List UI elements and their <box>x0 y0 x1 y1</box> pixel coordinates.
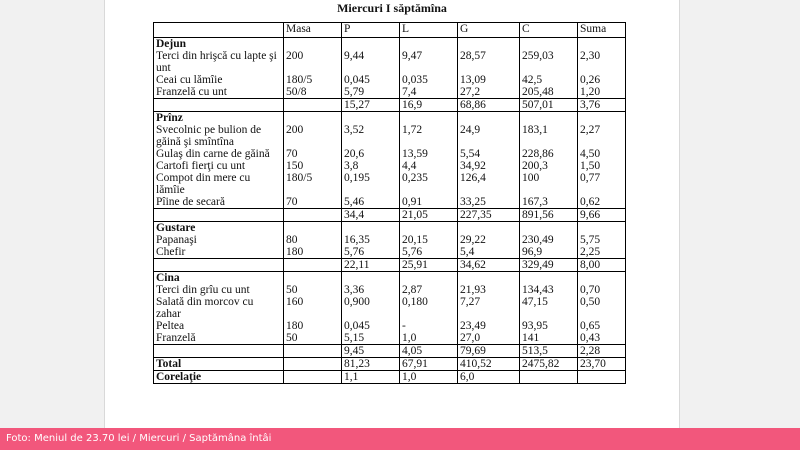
value-g: 27,2 <box>458 86 520 99</box>
value-g: 28,57 <box>458 50 520 74</box>
value-suma: 0,65 <box>578 320 626 332</box>
value-suma: 0,70 <box>578 284 626 296</box>
value-c: 134,43 <box>520 284 578 296</box>
table-row <box>154 86 626 99</box>
value-suma: 0,26 <box>578 74 626 86</box>
value-masa: 200 <box>284 50 342 74</box>
value-c: 47,15 <box>520 296 578 320</box>
table-row <box>154 160 626 172</box>
value-c: 167,3 <box>520 196 578 209</box>
value-c: 93,95 <box>520 320 578 332</box>
subtotal-p: 15,27 <box>342 99 400 112</box>
value-g: 24,9 <box>458 124 520 148</box>
dish-name: Compot din mere cu lămîie <box>154 172 284 196</box>
empty-cell <box>284 112 342 125</box>
table-row <box>154 246 626 259</box>
value-g: 7,27 <box>458 296 520 320</box>
empty-cell <box>520 112 578 125</box>
correlation-row <box>154 371 626 384</box>
empty-cell <box>342 38 400 51</box>
subtotal-p: 9,45 <box>342 345 400 358</box>
value-suma: 1,20 <box>578 86 626 99</box>
dish-name: Chefir <box>154 246 284 259</box>
value-masa: 50/8 <box>284 86 342 99</box>
value-masa: 180 <box>284 246 342 259</box>
empty-cell <box>458 112 520 125</box>
column-header: Suma <box>578 23 626 38</box>
empty-cell <box>284 272 342 285</box>
value-g: 27,0 <box>458 332 520 345</box>
empty-cell <box>458 38 520 51</box>
value-c: 259,03 <box>520 50 578 74</box>
empty-cell <box>400 38 458 51</box>
empty-cell <box>578 38 626 51</box>
empty-cell <box>578 112 626 125</box>
value-masa: 180 <box>284 320 342 332</box>
section-title: Dejun <box>154 38 284 51</box>
value-l: 20,15 <box>400 234 458 246</box>
subtotal-g: 227,35 <box>458 209 520 222</box>
value-l: 13,59 <box>400 148 458 160</box>
table-row <box>154 124 626 148</box>
value-g: 5,4 <box>458 246 520 259</box>
value-g: 126,4 <box>458 172 520 196</box>
table-row <box>154 284 626 296</box>
value-l: 0,235 <box>400 172 458 196</box>
table-row <box>154 296 626 320</box>
section-title: Cina <box>154 272 284 285</box>
document-page <box>104 0 680 428</box>
empty-cell <box>400 272 458 285</box>
subtotal-c: 329,49 <box>520 259 578 272</box>
value-masa: 50 <box>284 284 342 296</box>
total-row <box>154 358 626 371</box>
value-c: 228,86 <box>520 148 578 160</box>
subtotal-row <box>154 345 626 358</box>
empty-cell <box>284 358 342 371</box>
column-header: C <box>520 23 578 38</box>
subtotal-g: 34,62 <box>458 259 520 272</box>
value-p: 5,46 <box>342 196 400 209</box>
value-p: 5,79 <box>342 86 400 99</box>
value-suma: 0,50 <box>578 296 626 320</box>
dish-name: Peltea <box>154 320 284 332</box>
subtotal-p: 34,4 <box>342 209 400 222</box>
empty-cell <box>400 222 458 235</box>
menu-table <box>153 22 626 384</box>
value-c: 96,9 <box>520 246 578 259</box>
section-header-row <box>154 112 626 125</box>
total-p: 81,23 <box>342 358 400 371</box>
value-suma: 0,43 <box>578 332 626 345</box>
value-masa: 200 <box>284 124 342 148</box>
value-masa: 150 <box>284 160 342 172</box>
value-masa: 70 <box>284 196 342 209</box>
photo-caption: Foto: Meniul de 23.70 lei / Miercuri / Saptămâna întâi <box>0 428 800 450</box>
subtotal-c: 891,56 <box>520 209 578 222</box>
value-suma: 2,30 <box>578 50 626 74</box>
value-l: 7,4 <box>400 86 458 99</box>
empty-cell <box>342 112 400 125</box>
subtotal-l: 4,05 <box>400 345 458 358</box>
value-c: 141 <box>520 332 578 345</box>
subtotal-row <box>154 259 626 272</box>
value-g: 34,92 <box>458 160 520 172</box>
value-p: 0,900 <box>342 296 400 320</box>
empty-cell <box>520 38 578 51</box>
subtotal-suma: 9,66 <box>578 209 626 222</box>
value-l: 0,035 <box>400 74 458 86</box>
value-p: 5,76 <box>342 246 400 259</box>
table-row <box>154 74 626 86</box>
empty-cell <box>154 99 284 112</box>
dish-name: Salată din morcov cu zahar <box>154 296 284 320</box>
value-l: 2,87 <box>400 284 458 296</box>
column-header <box>154 23 284 38</box>
table-row <box>154 196 626 209</box>
subtotal-c: 513,5 <box>520 345 578 358</box>
correlation-p: 1,1 <box>342 371 400 384</box>
correlation-g: 6,0 <box>458 371 520 384</box>
empty-cell <box>578 272 626 285</box>
empty-cell <box>154 259 284 272</box>
value-l: 1,0 <box>400 332 458 345</box>
value-masa: 70 <box>284 148 342 160</box>
subtotal-g: 79,69 <box>458 345 520 358</box>
value-g: 21,93 <box>458 284 520 296</box>
section-header-row <box>154 222 626 235</box>
section-title: Prînz <box>154 112 284 125</box>
value-g: 29,22 <box>458 234 520 246</box>
value-l: 0,91 <box>400 196 458 209</box>
table-row <box>154 148 626 160</box>
value-p: 3,8 <box>342 160 400 172</box>
value-g: 23,49 <box>458 320 520 332</box>
total-suma: 23,70 <box>578 358 626 371</box>
value-p: 0,045 <box>342 74 400 86</box>
value-suma: 0,77 <box>578 172 626 196</box>
subtotal-l: 21,05 <box>400 209 458 222</box>
empty-cell <box>578 371 626 384</box>
total-label: Total <box>154 358 284 371</box>
subtotal-row <box>154 209 626 222</box>
dish-name: Terci din hrişcă cu lapte şi unt <box>154 50 284 74</box>
subtotal-l: 25,91 <box>400 259 458 272</box>
section-header-row <box>154 272 626 285</box>
value-l: 9,47 <box>400 50 458 74</box>
dish-name: Papanaşi <box>154 234 284 246</box>
subtotal-suma: 3,76 <box>578 99 626 112</box>
value-masa: 160 <box>284 296 342 320</box>
empty-cell <box>458 222 520 235</box>
empty-cell <box>284 259 342 272</box>
empty-cell <box>284 345 342 358</box>
value-g: 13,09 <box>458 74 520 86</box>
value-l: - <box>400 320 458 332</box>
value-p: 3,36 <box>342 284 400 296</box>
value-l: 5,76 <box>400 246 458 259</box>
empty-cell <box>458 272 520 285</box>
section-header-row <box>154 38 626 51</box>
column-header: G <box>458 23 520 38</box>
column-header: Masa <box>284 23 342 38</box>
value-g: 33,25 <box>458 196 520 209</box>
table-row <box>154 332 626 345</box>
table-body <box>154 38 626 384</box>
value-suma: 5,75 <box>578 234 626 246</box>
subtotal-c: 507,01 <box>520 99 578 112</box>
empty-cell <box>520 272 578 285</box>
dish-name: Pîine de secară <box>154 196 284 209</box>
value-c: 205,48 <box>520 86 578 99</box>
value-suma: 2,27 <box>578 124 626 148</box>
value-l: 0,180 <box>400 296 458 320</box>
dish-name: Gulaş din carne de găină <box>154 148 284 160</box>
total-l: 67,91 <box>400 358 458 371</box>
subtotal-suma: 8,00 <box>578 259 626 272</box>
empty-cell <box>154 345 284 358</box>
value-suma: 4,50 <box>578 148 626 160</box>
subtotal-suma: 2,28 <box>578 345 626 358</box>
empty-cell <box>400 112 458 125</box>
value-c: 183,1 <box>520 124 578 148</box>
value-p: 5,15 <box>342 332 400 345</box>
value-p: 9,44 <box>342 50 400 74</box>
subtotal-g: 68,86 <box>458 99 520 112</box>
value-l: 1,72 <box>400 124 458 148</box>
empty-cell <box>154 209 284 222</box>
empty-cell <box>342 272 400 285</box>
dish-name: Terci din grîu cu unt <box>154 284 284 296</box>
value-c: 200,3 <box>520 160 578 172</box>
column-header: P <box>342 23 400 38</box>
dish-name: Ceai cu lămîie <box>154 74 284 86</box>
empty-cell <box>284 209 342 222</box>
value-g: 5,54 <box>458 148 520 160</box>
empty-cell <box>284 38 342 51</box>
total-c: 2475,82 <box>520 358 578 371</box>
correlation-label: Corelaţie <box>154 371 284 384</box>
value-p: 3,52 <box>342 124 400 148</box>
value-c: 230,49 <box>520 234 578 246</box>
value-suma: 2,25 <box>578 246 626 259</box>
table-row <box>154 234 626 246</box>
total-g: 410,52 <box>458 358 520 371</box>
value-c: 100 <box>520 172 578 196</box>
empty-cell <box>520 222 578 235</box>
column-header: L <box>400 23 458 38</box>
table-header-row <box>154 23 626 38</box>
section-title: Gustare <box>154 222 284 235</box>
subtotal-p: 22,11 <box>342 259 400 272</box>
table-row <box>154 172 626 196</box>
value-suma: 1,50 <box>578 160 626 172</box>
table-row <box>154 50 626 74</box>
dish-name: Svecolnic pe bulion de găină şi smîntîna <box>154 124 284 148</box>
value-suma: 0,62 <box>578 196 626 209</box>
value-masa: 80 <box>284 234 342 246</box>
subtotal-l: 16,9 <box>400 99 458 112</box>
empty-cell <box>578 222 626 235</box>
value-l: 4,4 <box>400 160 458 172</box>
value-masa: 180/5 <box>284 172 342 196</box>
value-masa: 180/5 <box>284 74 342 86</box>
dish-name: Franzelă cu unt <box>154 86 284 99</box>
subtotal-row <box>154 99 626 112</box>
document-title: Miercuri I săptămîna <box>337 1 447 15</box>
value-c: 42,5 <box>520 74 578 86</box>
empty-cell <box>284 222 342 235</box>
empty-cell <box>520 371 578 384</box>
empty-cell <box>284 99 342 112</box>
empty-cell <box>342 222 400 235</box>
table-row <box>154 320 626 332</box>
value-p: 0,195 <box>342 172 400 196</box>
dish-name: Cartofi fierţi cu unt <box>154 160 284 172</box>
correlation-l: 1,0 <box>400 371 458 384</box>
value-p: 20,6 <box>342 148 400 160</box>
value-p: 0,045 <box>342 320 400 332</box>
value-masa: 50 <box>284 332 342 345</box>
dish-name: Franzelă <box>154 332 284 345</box>
value-p: 16,35 <box>342 234 400 246</box>
empty-cell <box>284 371 342 384</box>
